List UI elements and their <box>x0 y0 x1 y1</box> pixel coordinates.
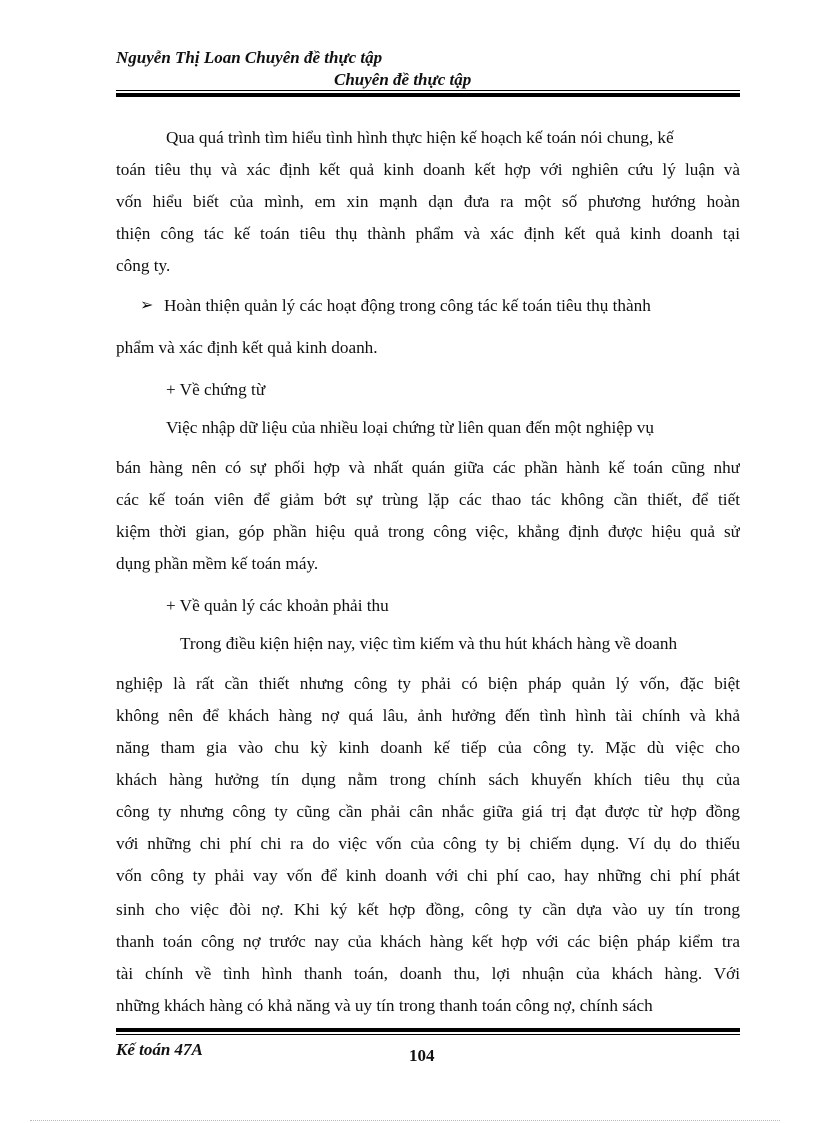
paragraph-line: sinh cho việc đòi nợ. Khi ký kết hợp đồng, công ty cần dựa vào uy tín trong <box>116 900 740 919</box>
paragraph-line: kiệm thời gian, góp phần hiệu quả trong công việc, khẳng định được hiệu quả sử <box>116 522 740 541</box>
paragraph-line: công ty. <box>116 256 171 275</box>
paragraph-line: Việc nhập dữ liệu của nhiều loại chứng từ liên quan đến một nghiệp vụ <box>166 418 654 437</box>
paragraph-line: toán tiêu thụ và xác định kết quả kinh doanh kết hợp với nghiên cứu lý luận và <box>116 160 740 179</box>
header-rule-thick <box>116 93 740 97</box>
paragraph-line: năng tham gia vào chu kỳ kinh doanh kế tiếp của công ty. Mặc dù việc cho <box>116 738 740 757</box>
paragraph-line: nghiệp là rất cần thiết nhưng công ty phải có biện pháp quản lý vốn, đặc biệt <box>116 674 740 693</box>
paragraph-line: thanh toán công nợ trước nay của khách hàng kết hợp với các biện pháp kiểm tra <box>116 932 740 951</box>
paragraph-line: không nên để khách hàng nợ quá lâu, ảnh hưởng đến tình hình tài chính và khả <box>116 706 740 725</box>
page-number: 104 <box>409 1046 435 1065</box>
bullet-line: Hoàn thiện quản lý các hoạt động trong công tác kế toán tiêu thụ thành <box>164 296 651 315</box>
paragraph-line: vốn công ty phải vay vốn để kinh doanh với chi phí cao, hay những chi phí phát <box>116 866 740 885</box>
subheading-receivables: + Về quản lý các khoản phải thu <box>166 596 389 615</box>
bullet-arrow-icon: ➢ <box>140 297 154 314</box>
paragraph-line: Qua quá trình tìm hiểu tình hình thực hiện kế hoạch kế toán nói chung, kế <box>166 128 674 147</box>
subheading-documents: + Về chứng từ <box>166 380 266 399</box>
paragraph-line: công ty nhưng công ty cũng cần phải cân nhắc giữa giá trị đạt được từ hợp đồng <box>116 802 740 821</box>
header-author-title: Nguyễn Thị Loan Chuyên đề thực tập <box>116 48 383 67</box>
paragraph-line: thiện công tác kế toán tiêu thụ thành phẩm và xác định kết quả kinh doanh tại <box>116 224 740 243</box>
paragraph-line: các kế toán viên để giảm bớt sự trùng lặp các thao tác không cần thiết, để tiết <box>116 490 740 509</box>
paragraph-line: bán hàng nên có sự phối hợp và nhất quán giữa các phần hành kế toán cũng như <box>116 458 740 477</box>
header-rule-thin <box>116 90 740 91</box>
paragraph-line: khách hàng hưởng tín dụng nằm trong chính sách khuyến khích tiêu thụ của <box>116 770 740 789</box>
paragraph-line: những khách hàng có khả năng và uy tín trong thanh toán công nợ, chính sách <box>116 996 653 1015</box>
paragraph-line: tài chính về tình hình thanh toán, doanh thu, lợi nhuận của khách hàng. Với <box>116 964 740 983</box>
paragraph-line: dụng phần mềm kế toán máy. <box>116 554 319 573</box>
bottom-dotted-divider <box>30 1120 780 1121</box>
bullet-line: phẩm và xác định kết quả kinh doanh. <box>116 338 378 357</box>
footer-class-label: Kế toán 47A <box>116 1040 203 1059</box>
footer-rule-thick <box>116 1028 740 1032</box>
paragraph-line: vốn hiểu biết của mình, em xin mạnh dạn đưa ra một số phương hướng hoàn <box>116 192 740 211</box>
paragraph-line: với những chi phí chi ra do việc vốn của công ty bị chiếm dụng. Ví dụ do thiếu <box>116 834 740 853</box>
paragraph-line: Trong điều kiện hiện nay, việc tìm kiếm và thu hút khách hàng về doanh <box>180 634 678 653</box>
header-subtitle: Chuyên đề thực tập <box>334 70 472 89</box>
footer-rule-thin <box>116 1034 740 1035</box>
